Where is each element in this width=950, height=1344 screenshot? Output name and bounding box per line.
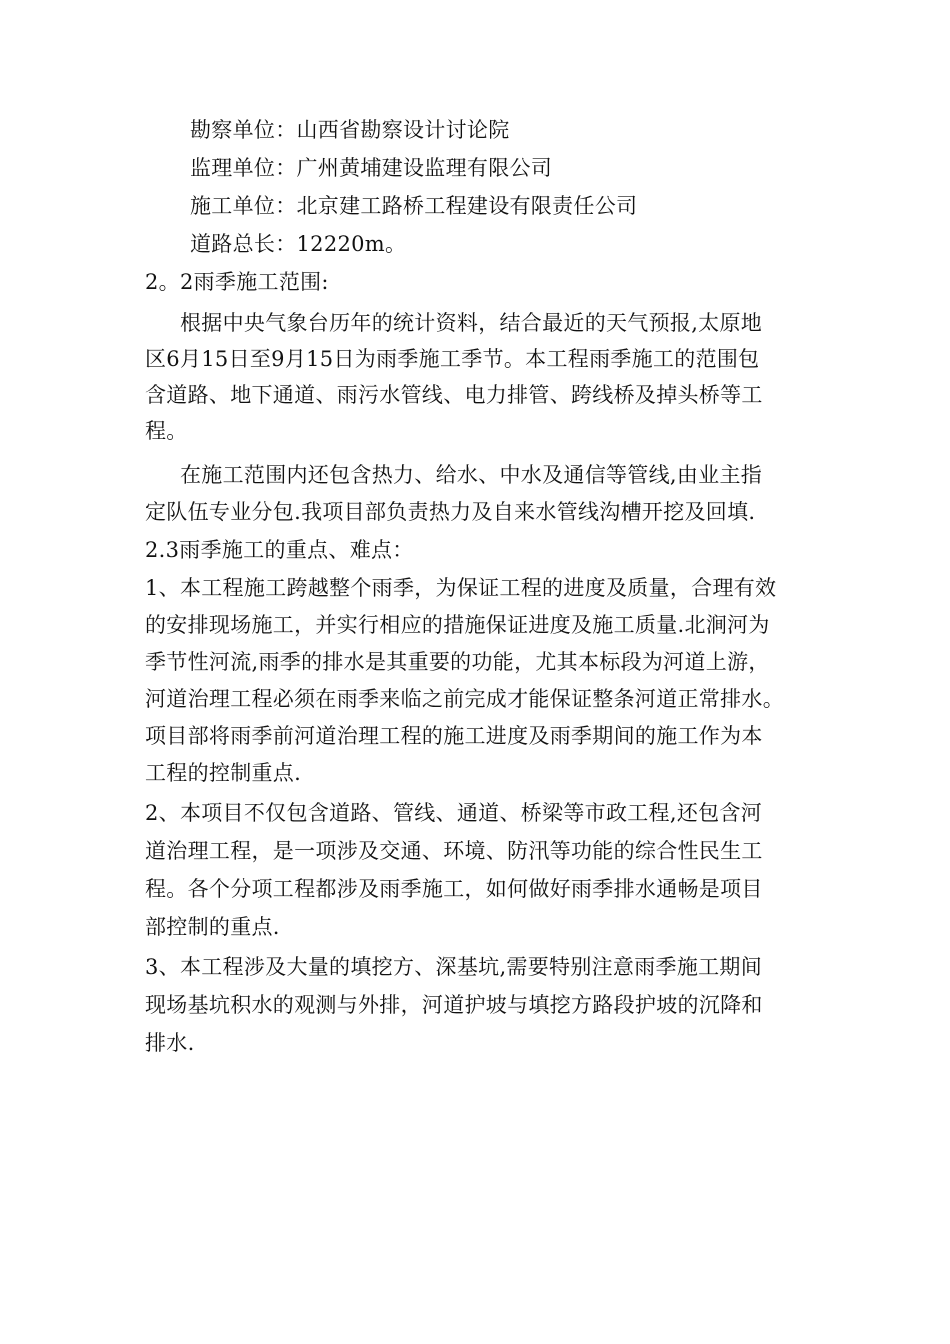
list-item-line: 工程的控制重点. (145, 761, 302, 785)
supervision-unit: 监理单位：广州黄埔建设监理有限公司 (190, 156, 553, 180)
paragraph-line: 区6月15日至9月15日为雨季施工季节。本工程雨季施工的范围包 (145, 347, 760, 371)
list-item-line: 河道治理工程必须在雨季来临之前完成才能保证整条河道正常排水。 (145, 687, 784, 711)
list-item-line: 现场基坑积水的观测与外排，河道护坡与填挖方路段护坡的沉降和 (145, 993, 763, 1017)
paragraph-line: 在施工范围内还包含热力、给水、中水及通信等管线,由业主指 (180, 463, 763, 487)
road-length: 道路总长：12220m。 (190, 232, 407, 256)
paragraph-line: 定队伍专业分包.我项目部负责热力及自来水管线沟槽开挖及回填. (145, 500, 756, 524)
section-heading-2-2: 2。2雨季施工范围: (145, 270, 329, 294)
construction-unit: 施工单位：北京建工路桥工程建设有限责任公司 (190, 194, 638, 218)
paragraph-line: 根据中央气象台历年的统计资料，结合最近的天气预报,太原地 (180, 311, 763, 335)
list-item-line: 道治理工程，是一项涉及交通、环境、防汛等功能的综合性民生工 (145, 839, 763, 863)
list-item-line: 排水. (145, 1031, 195, 1055)
list-item-line: 季节性河流,雨季的排水是其重要的功能，尤其本标段为河道上游， (145, 650, 770, 674)
paragraph-line: 含道路、地下通道、雨污水管线、电力排管、跨线桥及掉头桥等工 (145, 383, 763, 407)
list-item-line: 1、本工程施工跨越整个雨季，为保证工程的进度及质量，合理有效 (145, 576, 777, 600)
list-item-line: 的安排现场施工，并实行相应的措施保证进度及施工质量.北涧河为 (145, 613, 770, 637)
list-item-line: 部控制的重点. (145, 915, 280, 939)
list-item-line: 3、本工程涉及大量的填挖方、深基坑,需要特别注意雨季施工期间 (145, 955, 763, 979)
list-item-line: 程。各个分项工程都涉及雨季施工，如何做好雨季排水通畅是项目 (145, 877, 763, 901)
survey-unit: 勘察单位：山西省勘察设计讨论院 (190, 118, 510, 142)
list-item-line: 2、本项目不仅包含道路、管线、通道、桥梁等市政工程,还包含河 (145, 801, 763, 825)
paragraph-line: 程。 (145, 419, 188, 443)
section-heading-2-3: 2.3雨季施工的重点、难点： (145, 538, 414, 562)
list-item-line: 项目部将雨季前河道治理工程的施工进度及雨季期间的施工作为本 (145, 724, 763, 748)
